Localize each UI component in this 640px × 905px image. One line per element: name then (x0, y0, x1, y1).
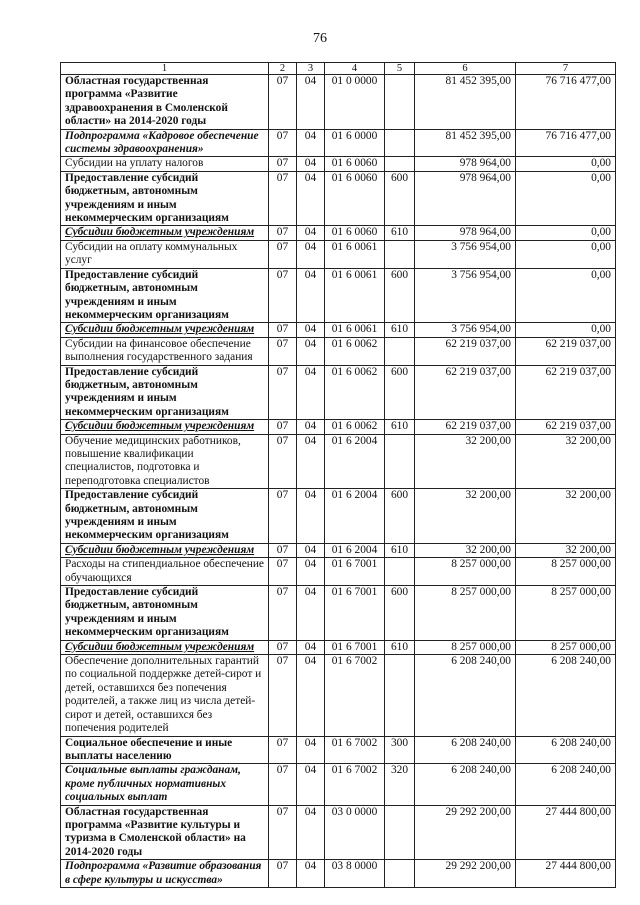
row-title-cell: Субсидии бюджетным учреждениям (61, 226, 269, 240)
target-article-cell: 01 6 0062 (325, 337, 385, 365)
target-article-cell: 01 6 7002 (325, 764, 385, 805)
section-code-cell: 07 (269, 129, 297, 157)
expense-type-cell (385, 337, 415, 365)
expense-type-cell: 600 (385, 365, 415, 420)
header-row (61, 63, 616, 75)
target-article-cell: 01 6 0060 (325, 226, 385, 240)
amount-year2-cell: 8 257 000,00 (516, 558, 616, 586)
amount-year2-cell: 62 219 037,00 (516, 420, 616, 434)
expense-type-cell (385, 860, 415, 888)
amount-year1-cell: 29 292 200,00 (415, 860, 516, 888)
amount-year2-cell: 0,00 (516, 157, 616, 171)
section-code-cell: 07 (269, 655, 297, 736)
amount-year1-cell: 32 200,00 (415, 489, 516, 544)
subsection-code-cell: 04 (297, 420, 325, 434)
table-row (61, 640, 616, 654)
amount-year2-cell: 32 200,00 (516, 543, 616, 557)
section-code-cell: 07 (269, 764, 297, 805)
table-row (61, 157, 616, 171)
table-row (61, 489, 616, 544)
target-article-cell: 01 6 7001 (325, 586, 385, 641)
target-article-cell: 01 6 0060 (325, 157, 385, 171)
amount-year1-cell: 8 257 000,00 (415, 586, 516, 641)
section-code-cell: 07 (269, 558, 297, 586)
amount-year2-cell: 62 219 037,00 (516, 337, 616, 365)
row-title-cell: Областная государственная программа «Развитие культуры и туризма в Смоленской области» на 2014-2020 годы (61, 805, 269, 860)
amount-year1-cell: 6 208 240,00 (415, 655, 516, 736)
row-title-cell: Субсидии на финансовое обеспечение выполнения государственного задания (61, 337, 269, 365)
table-row (61, 434, 616, 489)
table-row (61, 323, 616, 337)
subsection-code-cell: 04 (297, 171, 325, 226)
subsection-code-cell: 04 (297, 640, 325, 654)
section-code-cell: 07 (269, 337, 297, 365)
table-row (61, 75, 616, 130)
amount-year2-cell: 76 716 477,00 (516, 129, 616, 157)
expense-type-cell: 610 (385, 226, 415, 240)
amount-year2-cell: 62 219 037,00 (516, 365, 616, 420)
target-article-cell: 01 6 2004 (325, 434, 385, 489)
expense-type-cell: 600 (385, 268, 415, 323)
amount-year2-cell: 27 444 800,00 (516, 860, 616, 888)
amount-year1-cell: 62 219 037,00 (415, 365, 516, 420)
amount-year1-cell: 62 219 037,00 (415, 337, 516, 365)
amount-year2-cell: 0,00 (516, 226, 616, 240)
amount-year2-cell: 0,00 (516, 323, 616, 337)
row-title-cell: Субсидии бюджетным учреждениям (61, 640, 269, 654)
amount-year1-cell: 3 756 954,00 (415, 323, 516, 337)
row-title-cell: Субсидии бюджетным учреждениям (61, 543, 269, 557)
target-article-cell: 01 0 0000 (325, 75, 385, 130)
header-cell: 4 (325, 63, 385, 75)
subsection-code-cell: 04 (297, 736, 325, 764)
header-cell: 7 (516, 63, 616, 75)
amount-year2-cell: 27 444 800,00 (516, 805, 616, 860)
subsection-code-cell: 04 (297, 586, 325, 641)
amount-year1-cell: 81 452 395,00 (415, 75, 516, 130)
expense-type-cell: 610 (385, 640, 415, 654)
target-article-cell: 01 6 7002 (325, 736, 385, 764)
table-row (61, 558, 616, 586)
amount-year2-cell: 0,00 (516, 171, 616, 226)
row-title-cell: Предоставление субсидий бюджетным, автономным учреждениям и иным некоммерческим организациям (61, 365, 269, 420)
amount-year2-cell: 8 257 000,00 (516, 640, 616, 654)
expense-type-cell (385, 805, 415, 860)
table-row (61, 171, 616, 226)
section-code-cell: 07 (269, 543, 297, 557)
subsection-code-cell: 04 (297, 365, 325, 420)
table-row (61, 805, 616, 860)
row-title-cell: Субсидии бюджетным учреждениям (61, 323, 269, 337)
subsection-code-cell: 04 (297, 558, 325, 586)
amount-year1-cell: 6 208 240,00 (415, 764, 516, 805)
section-code-cell: 07 (269, 489, 297, 544)
table-row (61, 860, 616, 888)
subsection-code-cell: 04 (297, 129, 325, 157)
subsection-code-cell: 04 (297, 434, 325, 489)
table-row (61, 655, 616, 736)
amount-year1-cell: 978 964,00 (415, 157, 516, 171)
expense-type-cell (385, 129, 415, 157)
amount-year2-cell: 6 208 240,00 (516, 764, 616, 805)
target-article-cell: 01 6 2004 (325, 489, 385, 544)
page-number: 76 (313, 31, 327, 46)
subsection-code-cell: 04 (297, 337, 325, 365)
amount-year2-cell: 0,00 (516, 268, 616, 323)
expense-type-cell: 610 (385, 420, 415, 434)
target-article-cell: 01 6 7001 (325, 640, 385, 654)
amount-year1-cell: 32 200,00 (415, 543, 516, 557)
header-cell: 3 (297, 63, 325, 75)
section-code-cell: 07 (269, 805, 297, 860)
amount-year1-cell: 3 756 954,00 (415, 240, 516, 268)
table-row (61, 337, 616, 365)
expense-type-cell: 600 (385, 586, 415, 641)
budget-table (60, 62, 616, 888)
expense-type-cell (385, 240, 415, 268)
subsection-code-cell: 04 (297, 764, 325, 805)
table-row (61, 736, 616, 764)
amount-year2-cell: 76 716 477,00 (516, 75, 616, 130)
table-row (61, 226, 616, 240)
subsection-code-cell: 04 (297, 805, 325, 860)
amount-year1-cell: 29 292 200,00 (415, 805, 516, 860)
target-article-cell: 01 6 0000 (325, 129, 385, 157)
target-article-cell: 03 0 0000 (325, 805, 385, 860)
section-code-cell: 07 (269, 323, 297, 337)
amount-year1-cell: 81 452 395,00 (415, 129, 516, 157)
section-code-cell: 07 (269, 365, 297, 420)
amount-year2-cell: 8 257 000,00 (516, 586, 616, 641)
amount-year2-cell: 32 200,00 (516, 434, 616, 489)
amount-year1-cell: 3 756 954,00 (415, 268, 516, 323)
expense-type-cell: 320 (385, 764, 415, 805)
subsection-code-cell: 04 (297, 489, 325, 544)
section-code-cell: 07 (269, 640, 297, 654)
target-article-cell: 01 6 0060 (325, 171, 385, 226)
amount-year1-cell: 978 964,00 (415, 171, 516, 226)
expense-type-cell: 610 (385, 323, 415, 337)
table-row (61, 268, 616, 323)
amount-year1-cell: 8 257 000,00 (415, 640, 516, 654)
header-cell: 2 (269, 63, 297, 75)
section-code-cell: 07 (269, 226, 297, 240)
table-row (61, 420, 616, 434)
table-row (61, 129, 616, 157)
section-code-cell: 07 (269, 586, 297, 641)
section-code-cell: 07 (269, 75, 297, 130)
row-title-cell: Предоставление субсидий бюджетным, автономным учреждениям и иным некоммерческим организациям (61, 489, 269, 544)
row-title-cell: Обучение медицинских работников, повышение квалификации специалистов, подготовка и переподготовка специалистов (61, 434, 269, 489)
header-cell: 5 (385, 63, 415, 75)
subsection-code-cell: 04 (297, 543, 325, 557)
expense-type-cell: 300 (385, 736, 415, 764)
subsection-code-cell: 04 (297, 860, 325, 888)
row-title-cell: Социальные выплаты гражданам, кроме публичных нормативных социальных выплат (61, 764, 269, 805)
row-title-cell: Предоставление субсидий бюджетным, автономным учреждениям и иным некоммерческим организациям (61, 171, 269, 226)
subsection-code-cell: 04 (297, 655, 325, 736)
expense-type-cell (385, 157, 415, 171)
section-code-cell: 07 (269, 240, 297, 268)
row-title-cell: Предоставление субсидий бюджетным, автономным учреждениям и иным некоммерческим организациям (61, 268, 269, 323)
table-row (61, 240, 616, 268)
expense-type-cell (385, 655, 415, 736)
amount-year1-cell: 6 208 240,00 (415, 736, 516, 764)
section-code-cell: 07 (269, 420, 297, 434)
amount-year2-cell: 32 200,00 (516, 489, 616, 544)
row-title-cell: Субсидии бюджетным учреждениям (61, 420, 269, 434)
header-cell: 1 (61, 63, 269, 75)
row-title-cell: Социальное обеспечение и иные выплаты населению (61, 736, 269, 764)
amount-year2-cell: 6 208 240,00 (516, 736, 616, 764)
expense-type-cell: 600 (385, 489, 415, 544)
expense-type-cell: 600 (385, 171, 415, 226)
amount-year2-cell: 0,00 (516, 240, 616, 268)
row-title-cell: Областная государственная программа «Развитие здравоохранения в Смоленской области» на 2014-2020 годы (61, 75, 269, 130)
row-title-cell: Субсидии на оплату коммунальных услуг (61, 240, 269, 268)
subsection-code-cell: 04 (297, 226, 325, 240)
section-code-cell: 07 (269, 171, 297, 226)
table-row (61, 586, 616, 641)
subsection-code-cell: 04 (297, 268, 325, 323)
section-code-cell: 07 (269, 157, 297, 171)
expense-type-cell (385, 558, 415, 586)
row-title-cell: Расходы на стипендиальное обеспечение обучающихся (61, 558, 269, 586)
expense-type-cell: 610 (385, 543, 415, 557)
amount-year1-cell: 978 964,00 (415, 226, 516, 240)
target-article-cell: 03 8 0000 (325, 860, 385, 888)
expense-type-cell (385, 75, 415, 130)
amount-year1-cell: 8 257 000,00 (415, 558, 516, 586)
row-title-cell: Обеспечение дополнительных гарантий по социальной поддержке детей-сирот и детей, оставшихся без попечения родителей, а также лиц из числа детей-сирот и детей, оставшихся без попечения родителей (61, 655, 269, 736)
subsection-code-cell: 04 (297, 157, 325, 171)
row-title-cell: Субсидии на уплату налогов (61, 157, 269, 171)
section-code-cell: 07 (269, 736, 297, 764)
target-article-cell: 01 6 0061 (325, 240, 385, 268)
target-article-cell: 01 6 7001 (325, 558, 385, 586)
table-row (61, 764, 616, 805)
subsection-code-cell: 04 (297, 240, 325, 268)
amount-year1-cell: 32 200,00 (415, 434, 516, 489)
row-title-cell: Подпрограмма «Кадровое обеспечение системы здравоохранения» (61, 129, 269, 157)
section-code-cell: 07 (269, 434, 297, 489)
table-row (61, 365, 616, 420)
row-title-cell: Предоставление субсидий бюджетным, автономным учреждениям и иным некоммерческим организациям (61, 586, 269, 641)
subsection-code-cell: 04 (297, 323, 325, 337)
expense-type-cell (385, 434, 415, 489)
subsection-code-cell: 04 (297, 75, 325, 130)
target-article-cell: 01 6 2004 (325, 543, 385, 557)
section-code-cell: 07 (269, 860, 297, 888)
target-article-cell: 01 6 0061 (325, 323, 385, 337)
amount-year2-cell: 6 208 240,00 (516, 655, 616, 736)
amount-year1-cell: 62 219 037,00 (415, 420, 516, 434)
row-title-cell: Подпрограмма «Развитие образования в сфере культуры и искусства» (61, 860, 269, 888)
target-article-cell: 01 6 0062 (325, 365, 385, 420)
target-article-cell: 01 6 7002 (325, 655, 385, 736)
target-article-cell: 01 6 0062 (325, 420, 385, 434)
table-row (61, 543, 616, 557)
target-article-cell: 01 6 0061 (325, 268, 385, 323)
section-code-cell: 07 (269, 268, 297, 323)
header-cell: 6 (415, 63, 516, 75)
